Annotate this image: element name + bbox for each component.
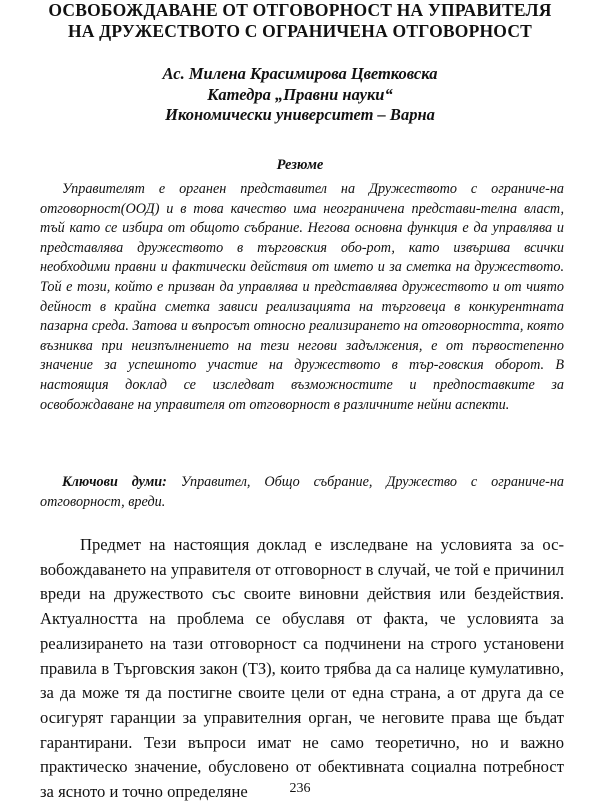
author-university: Икономически университет – Варна xyxy=(165,105,435,124)
author-block xyxy=(0,64,600,126)
abstract-text: Управителят е органен представител на Дружеството с ограниче-на отговорност(ООД) и в това качество има неограничена представи-телна власт, тъй като се избира от общото събрание. Негова основна функция е да управлява и представлява дружеството в търговския обо-рот, като извършва всички необходими правни и фактически действия от името и за сметка на дружеството. Той е този, който е призван да управлява и представлява дружеството и от чиято дейност в крайна сметка зависи реализацията на търговеца в конкурентната пазарна среда. Затова и въпросът относно реализирането на отговорността, която възниква при неизпълнението на тези негови задължения, е от първостепенно значение за успешното участие на дружеството в тър-говския оборот. В настоящия доклад се изследват възможностите и предпоставките за освобождаване на управителя от отговорност в различните нейни аспекти. xyxy=(40,181,564,413)
paper-title xyxy=(12,0,588,42)
keywords-label: Ключови думи: xyxy=(62,474,167,490)
body-paragraph: Предмет на настоящия доклад е изследване на условията за ос-вобождаването на управителя от отговорност в случай, че той е причинил вреди на дружеството със своите виновни действия или бездействия. Актуалността на проблема се обуславя от факта, че условията за реализирането на тази отговорност са подчинени на строго установени правила в Търговския закон (ТЗ), които трябва да са налице кумулативно, за да може тя да постигне своите цели от една страна, а от друга да се осигурят гаранции за управителния орган, че неговите права ще бъдат гарантирани. Тези въпроси имат не само теоретично, но и важно практическо значение, обусловено от обективната социална потребност за ясното и точно определяне xyxy=(40,535,564,802)
title-line-1: ОСВОБОЖДАВАНЕ ОТ ОТГОВОРНОСТ НА УПРАВИТЕЛЯ xyxy=(48,0,552,20)
author-name: Ас. Милена Красимирова Цветковска xyxy=(162,64,438,83)
title-line-2: НА ДРУЖЕСТВОТО С ОГРАНИЧЕНА ОТГОВОРНОСТ xyxy=(67,21,533,41)
page-number: 236 xyxy=(289,781,311,796)
keywords-text: Управител, Общо събрание, Дружество с ограниче-на отговорност, вреди. xyxy=(40,474,564,510)
abstract-heading: Резюме xyxy=(276,157,324,173)
author-department: Катедра „Правни науки“ xyxy=(207,84,393,104)
keywords-paragraph xyxy=(40,473,564,512)
